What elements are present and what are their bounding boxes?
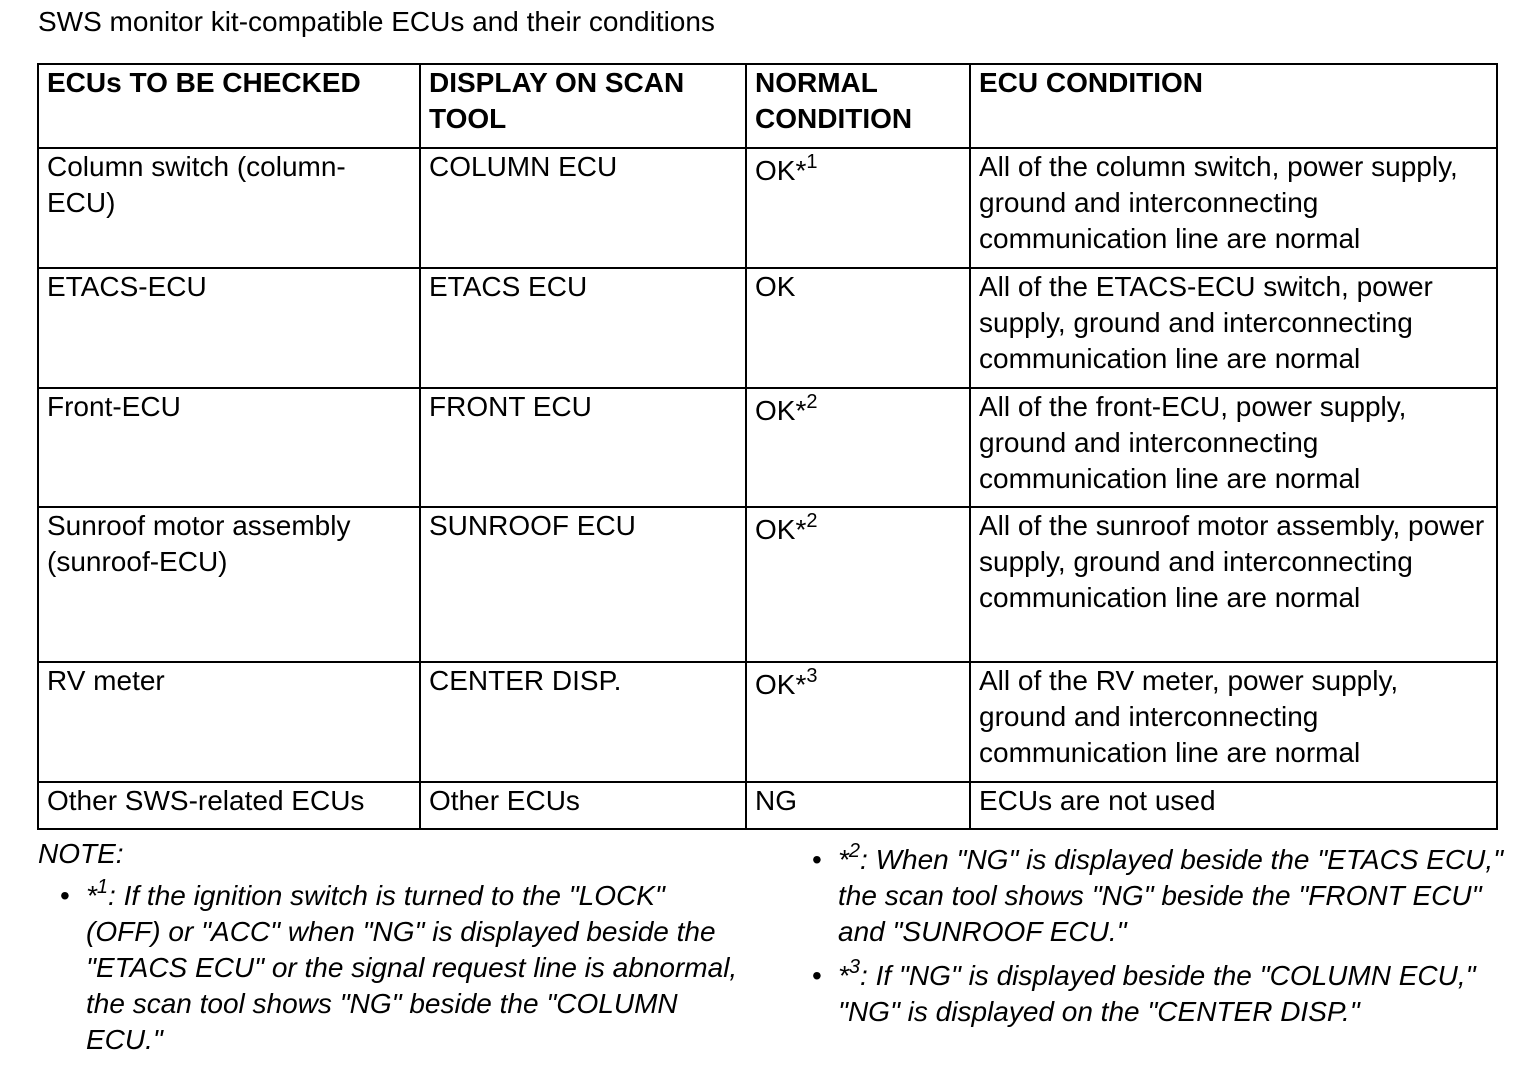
note-label: NOTE: [38,838,124,869]
bullet-icon: • [812,844,822,875]
ecu-cell: Other SWS-related ECUs [38,782,420,829]
table-header-row [38,64,1497,148]
note-item [812,955,1518,1030]
normal-value: OK* [755,514,807,545]
note-ref: 1 [806,150,818,173]
ecu-cell: Front-ECU [38,388,420,507]
bullet-icon: • [60,880,70,911]
note-text: : If "NG" is displayed beside the "COLUMN ECU," "NG" is displayed on the "CENTER DISP." [838,960,1476,1027]
normal-cell [746,148,970,268]
note-ref: 2 [806,509,818,532]
note-ref: 3 [848,955,861,978]
display-cell: COLUMN ECU [420,148,746,268]
condition-cell: All of the RV meter, power supply, ground and interconnecting communication line are normal [970,662,1497,782]
ecu-cell: RV meter [38,662,420,782]
normal-cell [746,268,970,388]
normal-value: NG [755,785,797,816]
normal-value: OK* [755,395,807,426]
table-row [38,662,1497,782]
note-ref: 1 [96,875,109,898]
table-row [38,388,1497,507]
note-ref: 2 [848,839,861,862]
display-cell: CENTER DISP. [420,662,746,782]
normal-value: OK [755,271,796,302]
notes-list-left [60,875,746,1058]
normal-value: OK* [755,155,807,186]
note-ref: 3 [806,664,818,687]
table-row [38,148,1497,268]
normal-cell [746,388,970,507]
column-header-normal: NORMAL CONDITION [746,64,970,148]
condition-cell: All of the front-ECU, power supply, ground and interconnecting communication line are normal [970,388,1497,507]
page-title: SWS monitor kit-compatible ECUs and their conditions [38,6,715,37]
condition-cell: All of the column switch, power supply, ground and interconnecting communication line are normal [970,148,1497,268]
display-cell: SUNROOF ECU [420,507,746,662]
display-cell: Other ECUs [420,782,746,829]
note-mark: * [838,960,849,991]
display-cell: ETACS ECU [420,268,746,388]
normal-cell [746,782,970,829]
table-row [38,507,1497,662]
note-mark: * [86,880,97,911]
condition-cell: All of the sunroof motor assembly, power supply, ground and interconnecting communication line are normal [970,507,1497,662]
ecu-table [37,63,1498,830]
condition-cell: All of the ETACS-ECU switch, power supply, ground and interconnecting communication line are normal [970,268,1497,388]
display-cell: FRONT ECU [420,388,746,507]
note-ref: 2 [806,390,818,413]
ecu-cell: ETACS-ECU [38,268,420,388]
note-item [60,875,746,1058]
notes-list-right [812,839,1518,1030]
note-mark: * [838,844,849,875]
column-header-condition: ECU CONDITION [970,64,1497,148]
table-row [38,268,1497,388]
ecu-cell: Column switch (column-ECU) [38,148,420,268]
normal-cell [746,662,970,782]
normal-cell [746,507,970,662]
note-item [812,839,1518,950]
ecu-cell: Sunroof motor assembly (sunroof-ECU) [38,507,420,662]
note-text: : When "NG" is displayed beside the "ETACS ECU," the scan tool shows "NG" beside the "FRONT ECU" and "SUNROOF ECU." [838,844,1504,947]
normal-value: OK* [755,669,807,700]
condition-cell: ECUs are not used [970,782,1497,829]
note-text: : If the ignition switch is turned to the "LOCK" (OFF) or "ACC" when "NG" is displayed beside the "ETACS ECU" or the signal request line is abnormal, the scan tool shows "NG" beside the "COLUMN ECU." [86,880,738,1055]
column-header-ecus: ECUs TO BE CHECKED [38,64,420,148]
column-header-display: DISPLAY ON SCAN TOOL [420,64,746,148]
table-row [38,782,1497,829]
bullet-icon: • [812,960,822,991]
